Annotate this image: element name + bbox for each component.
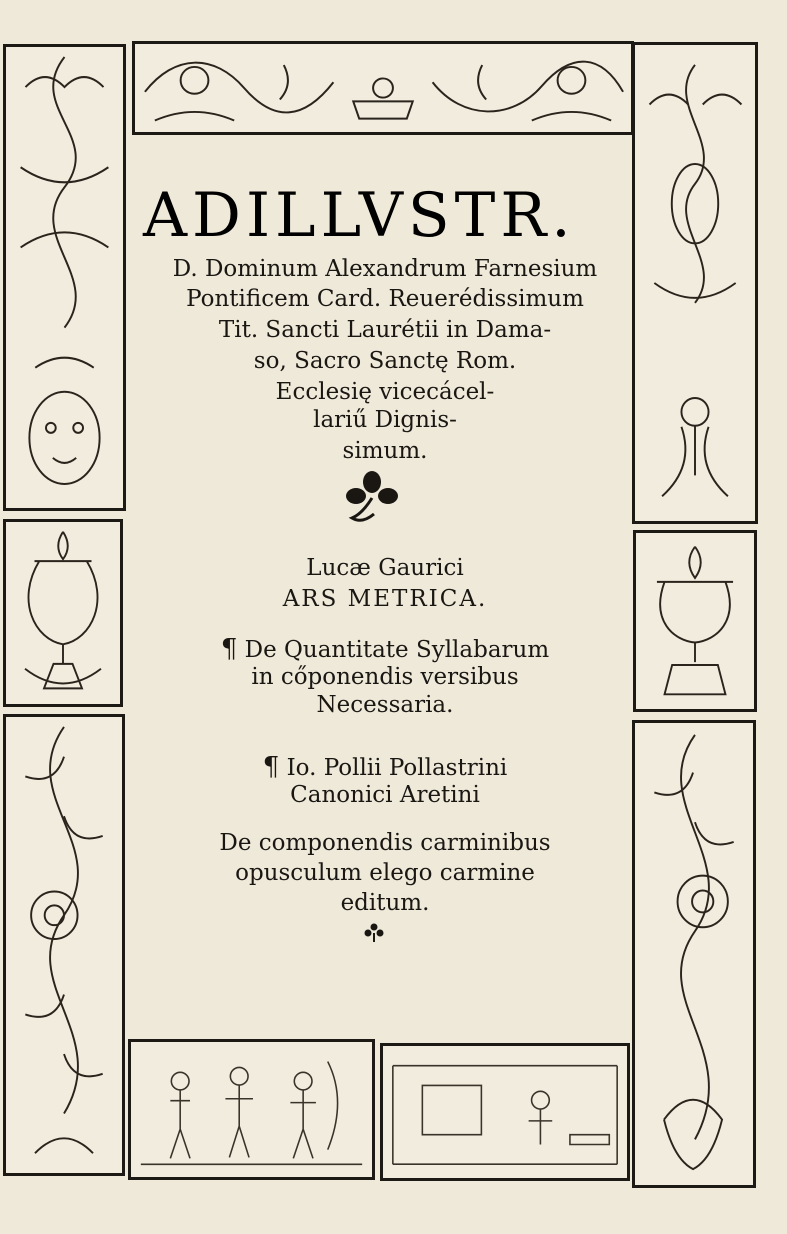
page-title: ADILLVSTR. (143, 180, 576, 251)
dedication-line: lariű Dignis- (313, 407, 457, 433)
pilcrow-icon: ¶ (262, 752, 280, 782)
left-border-woodcut-lower (3, 714, 125, 1176)
second-author-line-1 (135, 752, 635, 782)
top-border-woodcut (132, 41, 634, 135)
subtitle-text: De Quantitate Syllabarum (244, 637, 550, 663)
fleuron-ornament-icon (342, 468, 402, 530)
dedication-line: simum. (342, 438, 428, 464)
left-border-woodcut-vase (3, 519, 123, 707)
urn-icon (636, 533, 754, 709)
right-border-woodcut-upper (632, 42, 758, 524)
subtitle-line-2: in cőponendis versibus (251, 664, 519, 690)
small-fleuron-icon (363, 922, 385, 948)
second-work-line-3: editum. (340, 890, 430, 916)
right-border-woodcut-vase (633, 530, 757, 712)
dedication-line: Ecclesię vicecácel- (275, 379, 495, 405)
author-name: Lucæ Gaurici (306, 555, 464, 581)
dedication-line: D. Dominum Alexandrum Farnesium (172, 256, 598, 282)
figures-scene-icon (131, 1042, 372, 1177)
vase-icon (6, 522, 120, 704)
second-work-line-1: De componendis carminibus (219, 830, 551, 856)
right-border-woodcut-lower (632, 720, 756, 1188)
second-work-line-2: opusculum elego carmine (235, 860, 535, 886)
interior-scene-icon (383, 1046, 627, 1178)
siren-foliage-icon (635, 45, 755, 521)
dedication-line: so, Sacro Sanctę Rom. (253, 348, 517, 374)
foliage-mask-icon (6, 47, 123, 508)
second-author-text: Io. Pollii Pollastrini (286, 755, 508, 781)
vine-dragon-icon (635, 723, 753, 1185)
dedication-line: Tit. Sancti Laurétii in Dama- (218, 317, 552, 343)
dedication-line: Pontificem Card. Reuerédissimum (186, 286, 584, 312)
bottom-border-woodcut-right (380, 1043, 630, 1181)
bottom-border-woodcut-left (128, 1039, 375, 1180)
floral-frieze-icon (135, 44, 631, 132)
rose-vine-icon (6, 717, 122, 1173)
second-author-line-2: Canonici Aretini (290, 782, 480, 808)
subtitle-line-1 (135, 634, 635, 664)
pilcrow-icon: ¶ (220, 634, 238, 664)
subtitle-line-3: Necessaria. (316, 692, 454, 718)
left-border-woodcut-upper (3, 44, 126, 511)
work-title: ARS METRICA. (282, 586, 488, 612)
